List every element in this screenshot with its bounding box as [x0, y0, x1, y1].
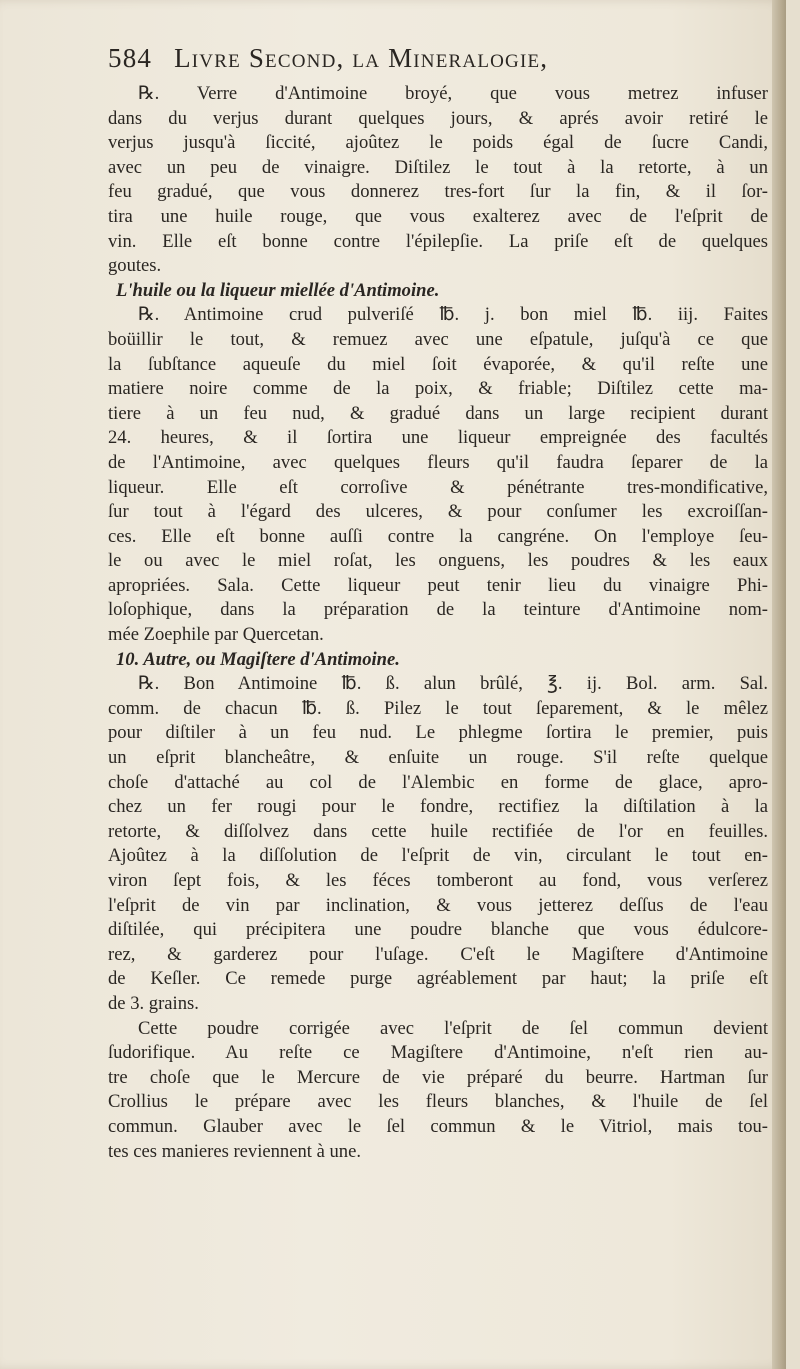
- text-line: boüillir le tout, & remuez avec une eſpatule, juſqu'à ce que: [108, 328, 768, 350]
- text-line: apropriées. Sala. Cette liqueur peut tenir lieu du vinaigre Phi-: [108, 574, 768, 596]
- text-line: matiere noire comme de la poix, & friable; Diſtilez cette ma-: [108, 378, 768, 400]
- page-number: 584: [108, 43, 153, 73]
- text-line: viron ſept fois, & les féces tomberont au fond, vous verſerez: [108, 870, 768, 891]
- page-edge: [772, 0, 786, 1369]
- text-line: Cette poudre corrigée avec l'eſprit de ſel commun devient: [138, 1017, 768, 1039]
- text-line: retorte, & diſſolvez dans cette huile rectifiée de l'or en feuilles.: [108, 820, 768, 842]
- text-line: tes ces manieres reviennent à une.: [108, 1140, 361, 1162]
- text-line: choſe d'attaché au col de l'Alembic en forme de glace, apro-: [108, 771, 768, 793]
- text-line: tre choſe que le Mercure de vie préparé du beurre. Hartman ſur: [108, 1066, 768, 1088]
- text-line: de l'Antimoine, avec quelques fleurs qu'il faudra ſeparer de la: [108, 451, 768, 473]
- text-line: ces. Elle eſt bonne auſſi contre la cangréne. On l'employe ſeu-: [108, 525, 768, 547]
- text-line: ſudorifique. Au reſte ce Magiſtere d'Antimoine, n'eſt rien au-: [108, 1042, 768, 1064]
- text-line: Ajoûtez à la diſſolution de l'eſprit de vin, circulant le tout en-: [108, 845, 768, 867]
- text-line: le ou avec le miel roſat, les onguens, les poudres & les eaux: [108, 550, 768, 572]
- text-line: ℞. Bon Antimoine ℔. ß. alun brûlé, ℥. ij. Bol. arm. Sal.: [138, 673, 768, 695]
- text-line: goutes.: [108, 255, 162, 277]
- section-heading: L'huile ou la liqueur miellée d'Antimoine.: [116, 279, 440, 301]
- text-line: liqueur. Elle eſt corroſive & pénétrante tres-mondificative,: [108, 476, 768, 498]
- text-line: ſur tout à l'égard des ulceres, & pour conſumer les excroiſſan-: [108, 501, 768, 523]
- text-line: comm. de chacun ℔. ß. Pilez le tout ſeparement, & le mêlez: [108, 697, 768, 719]
- text-line: pour diſtiler à un feu nud. Le phlegme ſortira le premier, puis: [108, 722, 768, 744]
- text-line: de 3. grains.: [108, 992, 199, 1014]
- text-line: loſophique, dans la préparation de la teinture d'Antimoine nom-: [108, 599, 768, 621]
- text-line: ℞. Verre d'Antimoine broyé, que vous metrez infuser: [138, 83, 768, 104]
- text-line: tiere à un feu nud, & gradué dans un large recipient durant: [108, 402, 768, 424]
- text-line: avec un peu de vinaigre. Diſtilez le tout à la retorte, à un: [108, 156, 768, 178]
- text-line: chez un fer rougi pour le fondre, rectifiez la diſtilation à la: [108, 796, 768, 818]
- text-line: 24. heures, & il ſortira une liqueur empreignée des facultés: [108, 427, 768, 449]
- text-line: l'eſprit de vin par inclination, & vous jetterez deſſus de l'eau: [108, 894, 768, 916]
- text-line: verjus jusqu'à ſiccité, ajoûtez le poids égal de ſucre Candi,: [108, 132, 768, 154]
- text-line: tira une huile rouge, que vous exalterez avec de l'eſprit de: [108, 205, 768, 227]
- text-line: dans du verjus durant quelques jours, & aprés avoir retiré le: [108, 107, 768, 129]
- section-heading: 10. Autre, ou Magiſtere d'Antimoine.: [116, 648, 400, 670]
- text-line: un eſprit blancheâtre, & enſuite un rouge. S'il reſte quelque: [108, 747, 768, 769]
- text-line: feu gradué, que vous donnerez tres-fort ſur la fin, & il ſor-: [108, 181, 768, 203]
- text-line: de Keſler. Ce remede purge agréablement par haut; la priſe eſt: [108, 968, 768, 990]
- body-text: [108, 82, 768, 1164]
- text-line: la ſubſtance aqueuſe du miel ſoit évaporée, & qu'il reſte une: [108, 353, 768, 375]
- text-line: mée Zoephile par Quercetan.: [108, 624, 324, 646]
- text-line: ℞. Antimoine crud pulveriſé ℔. j. bon miel ℔. iij. Faites: [138, 304, 768, 326]
- text-line: Crollius le prépare avec les fleurs blanches, & l'huile de ſel: [108, 1091, 768, 1113]
- text-block: [108, 40, 768, 1164]
- text-line: rez, & garderez pour l'uſage. C'eſt le Magiſtere d'Antimoine: [108, 943, 768, 965]
- text-line: diſtilée, qui précipitera une poudre blanche que vous édulcore-: [108, 919, 768, 941]
- text-line: commun. Glauber avec le ſel commun & le Vitriol, mais tou-: [108, 1115, 768, 1137]
- running-head: [108, 40, 768, 76]
- text-line: vin. Elle eſt bonne contre l'épilepſie. La priſe eſt de quelques: [108, 230, 768, 252]
- running-head-title: Livre Second, la Mineralogie,: [174, 43, 549, 73]
